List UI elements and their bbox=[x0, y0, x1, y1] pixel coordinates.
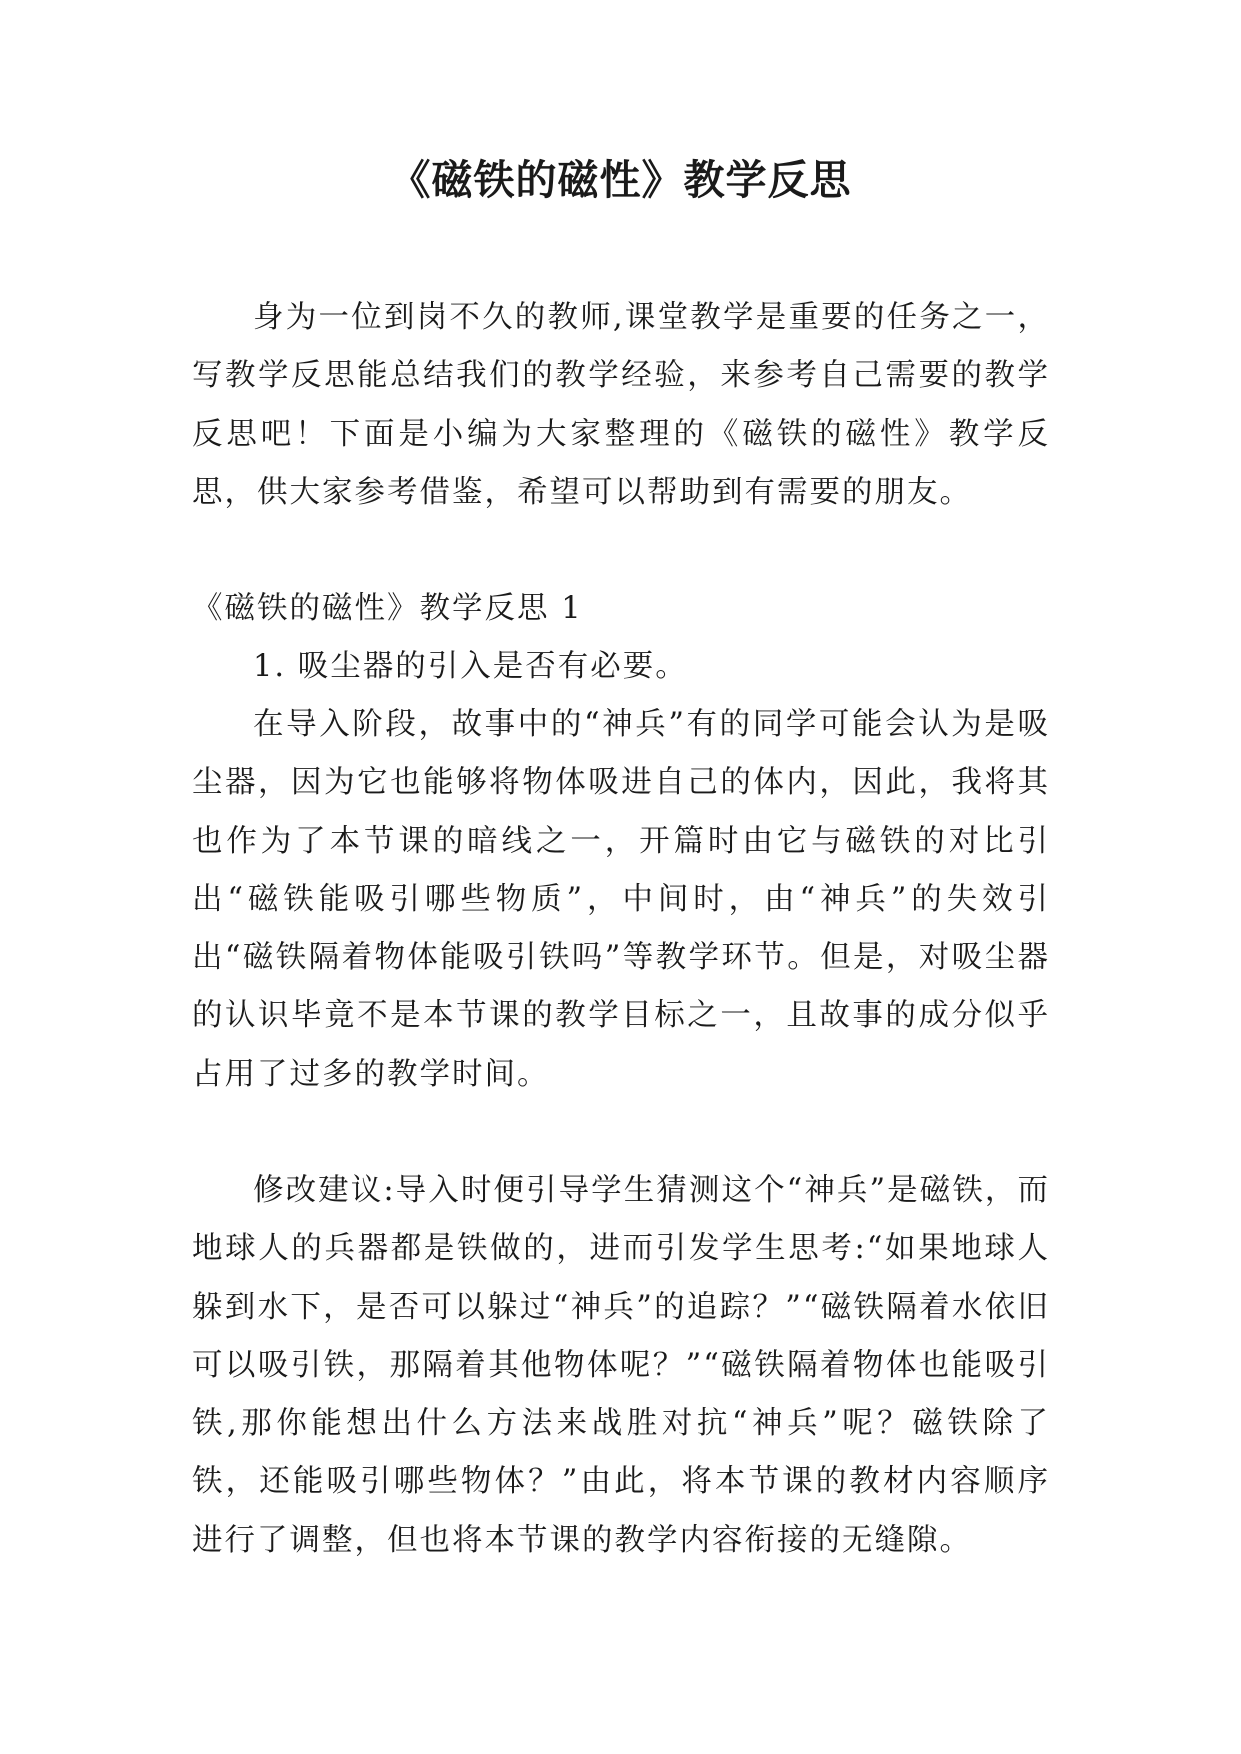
body-paragraph: 在导入阶段，故事中的“神兵”有的同学可能会认为是吸尘器，因为它也能够将物体吸进自己的体内，因此，我将其也作为了本节课的暗线之一，开篇时由它与磁铁的对比引出“磁铁能吸引哪些物质”，中间时，由“神兵”的失效引出“磁铁隔着物体能吸引铁吗”等教学环节。但是，对吸尘器的认识毕竟不是本节课的教学目标之一，且故事的成分似乎占用了过多的教学时间。 bbox=[192, 707, 1050, 1092]
intro-paragraph: 身为一位到岗不久的教师,课堂教学是重要的任务之一，写教学反思能总结我们的教学经验，来参考自己需要的教学反思吧！下面是小编为大家整理的《磁铁的磁性》教学反思，供大家参考借鉴，希望可以帮助到有需要的朋友。 bbox=[192, 300, 1050, 510]
section-heading: 《磁铁的磁性》教学反思 1 bbox=[192, 591, 583, 626]
numbered-item: 1. 吸尘器的引入是否有必要。 bbox=[253, 649, 688, 684]
suggestion-paragraph: 修改建议:导入时便引导学生猜测这个“神兵”是磁铁，而地球人的兵器都是铁做的，进而引发学生思考:“如果地球人躲到水下，是否可以躲过“神兵”的追踪？”“磁铁隔着水依旧可以吸引铁，那隔着其他物体呢？”“磁铁隔着物体也能吸引铁,那你能想出什么方法来战胜对抗“神兵”呢？磁铁除了铁，还能吸引哪些物体？”由此，将本节课的教材内容顺序进行了调整，但也将本节课的教学内容衔接的无缝隙。 bbox=[192, 1173, 1050, 1558]
document-title: 《磁铁的磁性》教学反思 bbox=[389, 156, 852, 204]
